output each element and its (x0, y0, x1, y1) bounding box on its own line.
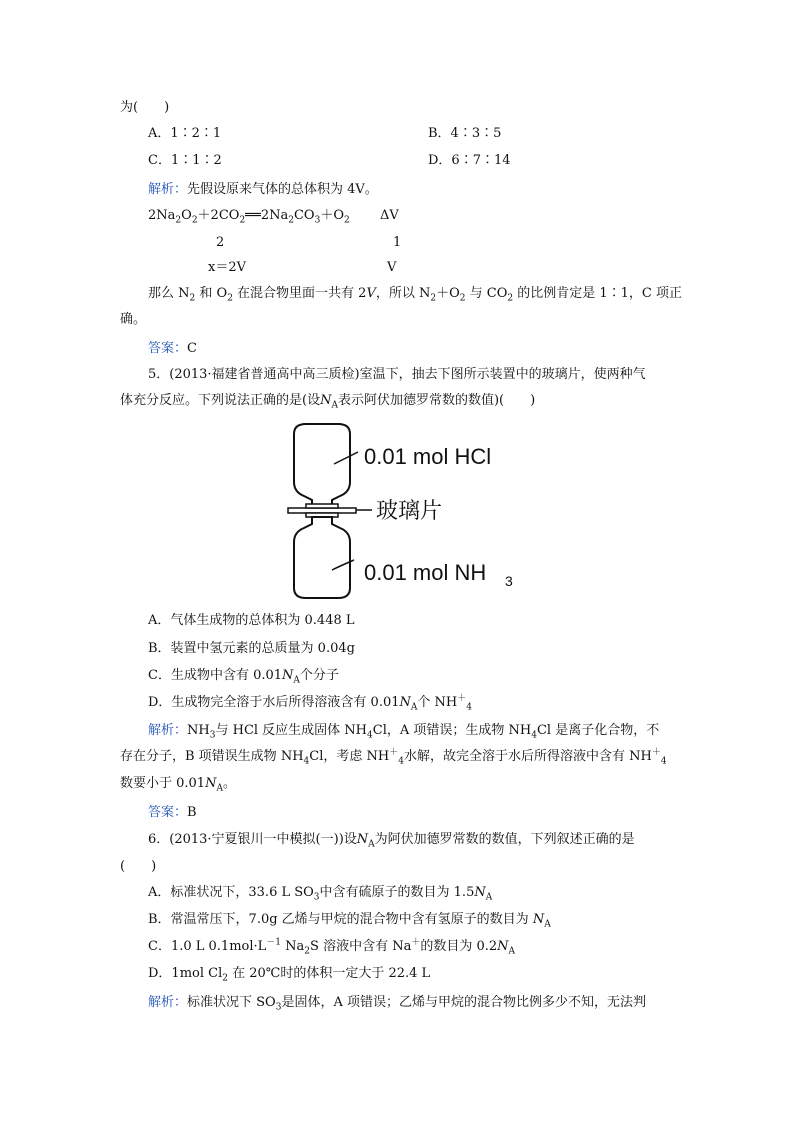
q4-stem-end: 为( ) (120, 100, 170, 115)
lower-bottle (294, 517, 350, 598)
q5-stem-line1: 5．(2013·福建省普通高中高三质检)室温下，抽去下图所示装置中的玻璃片，使两种气 (148, 367, 646, 382)
answer-tag: 答案： (148, 340, 188, 355)
q4-conclusion-line2: 确。 (120, 312, 147, 327)
q4-option-c: C．1∶1∶2 (148, 153, 222, 168)
q6-stem-line1: 6．(2013·宁夏银川一中模拟(一))设$N_A$为阿伏加德罗常数的数值，下列叙述正确的是 (148, 832, 635, 850)
q5-answer (148, 803, 197, 822)
q6-option-a: A．标准状况下，33.6 L $SO_3$中含有硫原子的数目为 $1.5N_A$ (148, 885, 493, 903)
q6-option-c: C．1.0 L $0.1mol\cdot L^{-1}$ $Na_2S$ 溶液中含有 Na＋的数目为 $0.2N_A$ (148, 937, 516, 957)
analysis-tag: 解析： (148, 994, 188, 1009)
q5-stem-line2: 体充分反应。下列说法正确的是(设$N_A$表示阿伏加德罗常数的数值)( ) (120, 393, 536, 411)
nh3-subscript: 3 (505, 573, 513, 589)
answer-value: C (187, 341, 197, 356)
upper-bottle (294, 424, 350, 508)
analysis-text: 先假设原来气体的总体积为 4V。 (187, 182, 378, 197)
q6-option-b: B．常温常压下，7.0g 乙烯与甲烷的混合物中含有氢原子的数目为 $N_A$ (148, 912, 551, 930)
q4-option-b: B．4∶3∶5 (428, 126, 502, 141)
answer-value: B (187, 805, 197, 820)
answer-tag: 答案： (148, 804, 188, 819)
q4-answer (148, 339, 197, 358)
q4-option-d: D．6∶7∶14 (428, 153, 511, 168)
eq-x-right: V (387, 260, 397, 275)
q5-analysis-line1: 解析：$NH_3$与 HCl 反应生成固体 $NH_4Cl$，A 项错误；生成物 $NH_4Cl$ 是离子化合物，不 (148, 722, 660, 741)
q6-option-d: D．1mol $Cl_2$ 在 20℃时的体积一定大于 22.4 L (148, 966, 431, 984)
q5-option-b: B．装置中氢元素的总质量为 0.04g (148, 641, 355, 656)
hcl-label: 0.01 mol HCl (364, 444, 492, 469)
reaction-equation: $2Na_2O_2+2CO_2══2Na_2CO_3+O_2$ (148, 208, 350, 226)
q5-analysis-line3: 数要小于 $0.01N_A$。 (120, 776, 236, 794)
q5-analysis-line2: 存在分子，B 项错误生成物 $NH_4Cl$，考虑 $NH^+_4$水解，故完全溶于水后所得溶液中含有 $NH^+_4$ (120, 747, 667, 767)
q5-option-d: D．生成物完全溶于水后所得溶液含有 $0.01N_A$个 $NH^+_4$ (148, 693, 472, 713)
nh3-label: 0.01 mol NH (364, 560, 487, 585)
analysis-tag: 解析： (148, 722, 188, 737)
q4-conclusion-line1: 那么 $N_2$ 和 $O_2$ 在混合物里面一共有 2V，所以 $N_2+O_2$ 与 $CO_2$ 的比例肯定是 1∶1，C 项正 (148, 286, 683, 304)
q4-analysis-line1 (148, 180, 378, 199)
eq-coef-right: 1 (393, 235, 402, 250)
q6-stem-line2: ( ) (120, 859, 157, 874)
q6-analysis-line1: 解析：标准状况下 $SO_3$是固体，A 项错误；乙烯与甲烷的混合物比例多少不知，无法判 (148, 994, 646, 1013)
q5-option-c: C．生成物中含有 $0.01N_A$个分子 (148, 668, 339, 686)
eq-coef-left: 2 (216, 235, 225, 250)
delta-v-label: ΔV (380, 208, 399, 223)
eq-x-left: x＝2V (208, 260, 246, 275)
q4-option-a: A．1∶2∶1 (148, 126, 222, 141)
q5-option-a: A．气体生成物的总体积为 0.448 L (148, 613, 355, 628)
glass-plate-label: 玻璃片 (376, 499, 443, 524)
apparatus-figure (284, 420, 544, 604)
analysis-tag: 解析： (148, 181, 188, 196)
